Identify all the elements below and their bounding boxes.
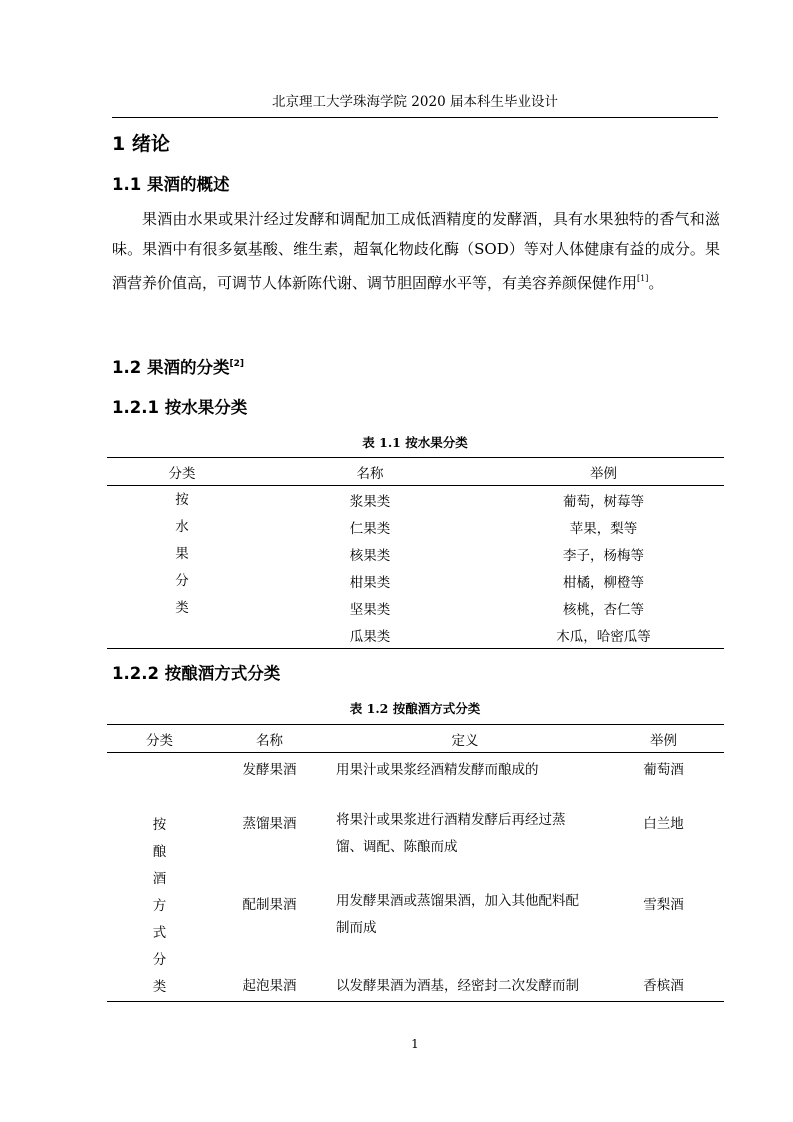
section-1-2-2-title: 1.2.2 按酿酒方式分类: [112, 664, 281, 683]
name-cell: 蒸馏果酒: [242, 816, 297, 832]
definition-cell: [327, 969, 603, 1002]
category-char: 方: [152, 898, 167, 914]
name-cell: 柑果类: [349, 574, 391, 591]
category-cell: [107, 753, 212, 1002]
category-char: 类: [152, 979, 167, 995]
category-char: 酒: [152, 871, 167, 887]
example-cell: 木瓜，哈密瓜等: [556, 628, 651, 645]
name-cell: 浆果类: [349, 493, 391, 510]
example-cell: 核桃，杏仁等: [563, 601, 644, 618]
table-fruit-classification: [107, 457, 724, 649]
chapter-title: 1 绪论: [112, 133, 170, 155]
table-row: [107, 753, 724, 808]
intro-text: 果酒由水果或果汁经过发酵和调配加工成低酒精度的发酵酒，具有水果独特的香气和滋味。果酒中有很多氨基酸、维生素，超氧化物歧化酶（SOD）等对人体健康有益的成分。果酒营养价值高，可调节人体新陈代谢、调节胆固醇水平等，有美容养颜保健作用: [112, 210, 720, 292]
citation-2[interactable]: [2]: [229, 359, 244, 369]
example-cell: 白兰地: [643, 816, 684, 832]
category-char: 式: [152, 925, 167, 941]
definition-line: 将果汁或果浆进行酒精发酵后再经过蒸: [336, 812, 566, 828]
definition-line: 馏、调配、陈酿而成: [336, 839, 458, 855]
name-cell: 瓜果类: [349, 628, 391, 645]
definition-line: 用发酵果酒或蒸馏果酒，加入其他配料配: [336, 893, 579, 909]
name-cell: 起泡果酒: [242, 978, 297, 994]
category-char: 分: [152, 952, 167, 968]
table-brewing-classification: [107, 724, 724, 1002]
example-cell: 雪梨酒: [643, 897, 684, 913]
example-cell: 香槟酒: [643, 978, 684, 994]
name-cell: 核果类: [349, 547, 391, 564]
header-definition: 定义: [327, 725, 603, 753]
header-example: 举例: [603, 725, 724, 753]
example-cell: 苹果，梨等: [569, 520, 638, 537]
header-category: 分类: [107, 725, 212, 753]
name-cell: 坚果类: [349, 601, 391, 618]
header-example: 举例: [483, 458, 724, 486]
example-cell: 柑橘，柳橙等: [563, 574, 644, 591]
table-header-row: [107, 458, 724, 486]
name-cell: 发酵果酒: [242, 762, 297, 778]
table-header-row: [107, 725, 724, 753]
intro-paragraph: [112, 205, 720, 299]
name-cell: 仁果类: [349, 520, 391, 537]
citation-1[interactable]: [1]: [637, 274, 649, 283]
category-char: 酿: [152, 844, 167, 860]
definition-cell: [327, 753, 603, 808]
table-1-caption: 表 1.1 按水果分类: [362, 435, 468, 450]
section-1-1-title: 1.1 果酒的概述: [112, 175, 230, 194]
definition-cell: [327, 888, 603, 969]
header-category: 分类: [107, 458, 257, 486]
section-1-2-1-title: 1.2.1 按水果分类: [112, 398, 248, 417]
page-number: 1: [411, 1037, 419, 1051]
running-header: 北京理工大学珠海学院 2020 届本科生毕业设计: [272, 94, 558, 110]
category-char: 按: [175, 492, 189, 508]
category-char: 水: [175, 519, 189, 535]
category-char: 分: [175, 573, 189, 589]
example-cell: 李子，杨梅等: [563, 547, 644, 564]
section-1-2-title: [112, 352, 244, 380]
definition-line: 用果汁或果浆经酒精发酵而酿成的: [336, 762, 539, 778]
category-char: 类: [175, 600, 189, 616]
header-name: 名称: [257, 458, 483, 486]
category-char: 果: [175, 546, 189, 562]
definition-line: 制而成: [336, 920, 377, 936]
example-cell: 葡萄酒: [643, 762, 684, 778]
table-row: [107, 486, 724, 514]
section-1-2-title-text: 1.2 果酒的分类: [112, 358, 230, 377]
definition-cell: [327, 807, 603, 888]
intro-end: 。: [648, 274, 664, 292]
header-rule: [112, 117, 718, 118]
category-cell: [107, 486, 257, 649]
example-cell: 葡萄，树莓等: [563, 493, 644, 510]
table-2-caption: 表 1.2 按酿酒方式分类: [349, 701, 481, 716]
definition-line: 以发酵果酒为酒基，经密封二次发酵而制: [336, 978, 579, 994]
category-char: 按: [152, 817, 167, 833]
header-name: 名称: [212, 725, 327, 753]
name-cell: 配制果酒: [242, 897, 297, 913]
